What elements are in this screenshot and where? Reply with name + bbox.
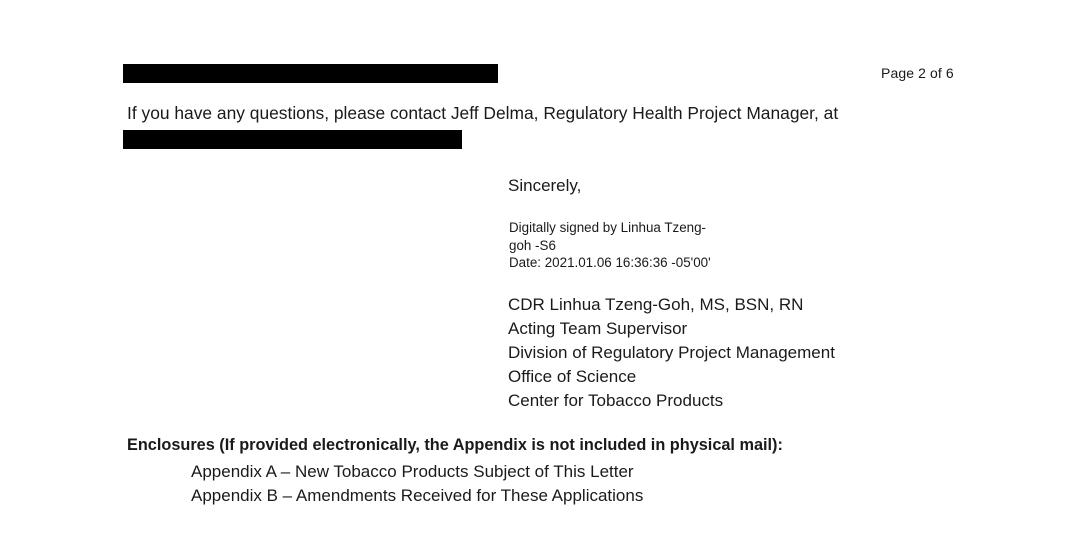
signature-date: Date: 2021.01.06 16:36:36 -05'00': [509, 255, 711, 270]
signature-line: goh -S6: [509, 237, 556, 253]
redaction-bar-header: [123, 64, 498, 83]
digital-signature-block: [509, 219, 711, 272]
signer-title: Acting Team Supervisor: [508, 319, 688, 338]
contact-paragraph: If you have any questions, please contact Jeff Delma, Regulatory Health Project Manager, at: [127, 103, 839, 123]
enclosure-list: [191, 460, 643, 508]
enclosures-heading: Enclosures (If provided electronically, the Appendix is not included in physical mail):: [127, 436, 783, 454]
redaction-bar-contact: [123, 130, 462, 149]
list-item: Appendix B – Amendments Received for These Applications: [191, 486, 644, 505]
letter-closing: Sincerely,: [508, 176, 582, 195]
signature-line: Digitally signed by Linhua Tzeng-: [509, 220, 707, 235]
list-item: Appendix A – New Tobacco Products Subject of This Letter: [191, 462, 634, 481]
signer-name: CDR Linhua Tzeng-Goh, MS, BSN, RN: [508, 295, 804, 314]
signer-block: [508, 293, 835, 413]
signer-office: Office of Science: [508, 367, 637, 386]
page-number: Page 2 of 6: [881, 65, 954, 81]
signer-center: Center for Tobacco Products: [508, 391, 724, 410]
signer-division: Division of Regulatory Project Management: [508, 343, 835, 362]
